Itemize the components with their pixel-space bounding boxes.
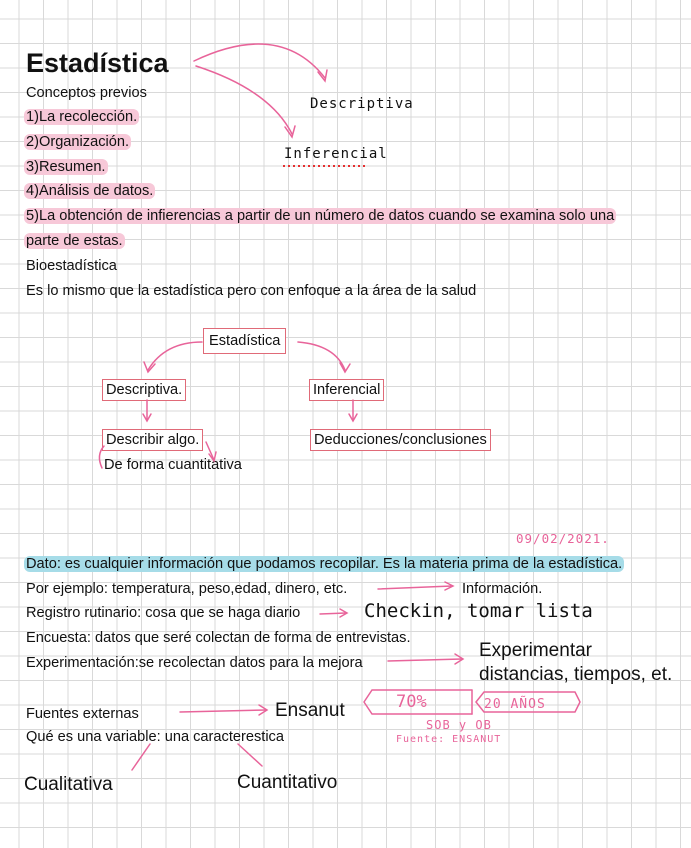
branch-cualitativa [132, 744, 150, 770]
bracket-stats [364, 690, 472, 714]
exp-result-1: Experimentar [479, 640, 592, 661]
p2-text: 2)Organización. [26, 134, 130, 150]
arrow-root-right [298, 342, 345, 370]
stat-age: 20 AÑOS [484, 697, 546, 712]
arrow-experimentacion [388, 659, 462, 661]
line-bio-desc: Es lo mismo que la estadística pero con enfoque a la área de la salud [26, 283, 477, 299]
line-variable: Qué es una variable: una caracterestica [26, 729, 284, 745]
arrow-ejemplo [378, 586, 452, 589]
stat-pct: 70% [396, 692, 427, 712]
exp-result-2: distancias, tiempos, et. [479, 664, 673, 685]
line-conceptos: Conceptos previos [26, 85, 147, 101]
p5b-text: parte de estas. [26, 233, 123, 249]
dato-text: Dato: es cualquier información que podamos recopilar. Es la materia prima de la estadística. [26, 556, 623, 572]
arrow-registro [320, 613, 346, 614]
curve-left-child [99, 446, 104, 468]
stat-num: SOB y OB [426, 718, 492, 732]
line-encuesta: Encuesta: datos que seré colectan de forma de entrevistas. [26, 630, 411, 646]
p3-text: 3)Resumen. [26, 159, 106, 175]
hand-descriptiva: Descriptiva [310, 96, 414, 112]
arrow-fuentes [180, 710, 266, 712]
diagram-root: Estadística [203, 328, 286, 354]
hand-inferencial: Inferencial [284, 146, 388, 162]
p4-text: 4)Análisis de datos. [26, 183, 154, 199]
p1-text: 1)La recolección. [26, 109, 138, 125]
cuantitativo-label: Cuantitativo [237, 772, 338, 793]
line-fuentes: Fuentes externas [26, 706, 139, 722]
date-label: 09/02/2021. [516, 531, 610, 546]
line-bio: Bioestadística [26, 258, 117, 274]
diagram-left: Descriptiva. [102, 379, 186, 401]
arrow-small-left [206, 442, 214, 460]
p5a-text: 5)La obtención de infierencias a partir de un número de datos cuando se examina solo una [26, 208, 615, 224]
arrow-root-left [148, 342, 202, 370]
fuentes-result: Ensanut [275, 700, 345, 721]
diagram-right-child: Deducciones/conclusiones [310, 429, 491, 451]
registro-result: Checkin, tomar lista [364, 600, 593, 622]
stat-source: Fuente: ENSANUT [396, 734, 502, 745]
diagram-left-child2: De forma cuantitativa [104, 457, 242, 473]
arrow-to-inferencial [196, 66, 292, 134]
ejemplo-result: Información. [462, 581, 543, 597]
branch-cuantitativo [238, 744, 262, 766]
line-experimentacion: Experimentación:se recolectan datos para la mejora [26, 655, 363, 671]
line-registro: Registro rutinario: cosa que se haga diario [26, 605, 301, 621]
line-ejemplo: Por ejemplo: temperatura, peso,edad, dinero, etc. [26, 581, 348, 597]
diagram-left-child: Describir algo. [102, 429, 203, 451]
cualitativa-label: Cualitativa [24, 774, 113, 795]
page-title: Estadística [26, 48, 169, 78]
diagram-right: Inferencial [309, 379, 384, 401]
